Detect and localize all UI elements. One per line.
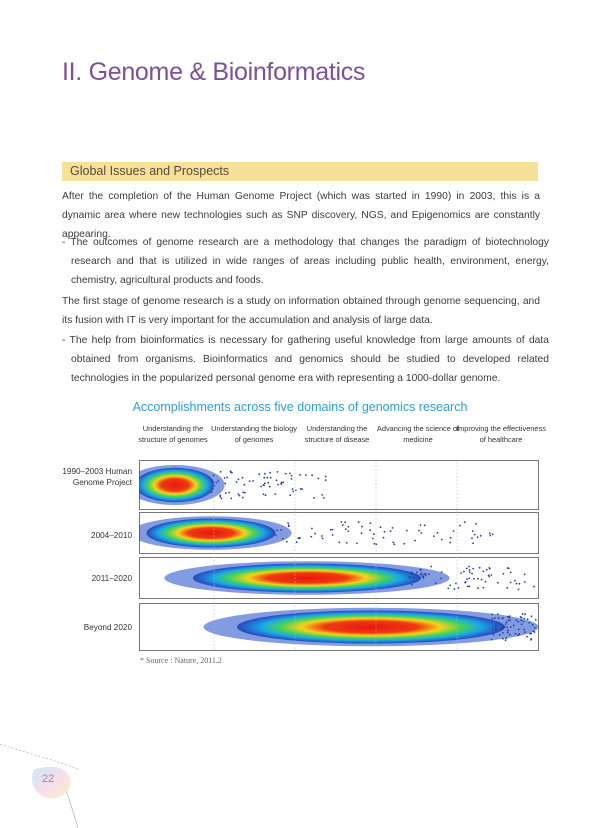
figure-title: Accomplishments across five domains of genomics research	[132, 400, 468, 414]
corner-decoration	[0, 720, 120, 828]
period-label-4: Beyond 2020	[83, 623, 132, 632]
domain-label-2: Understanding the biology of genomes	[211, 424, 297, 444]
domain-label-4: Advancing the science of medicine	[376, 424, 460, 444]
domain-label-5: Improving the effectiveness of healthcare	[456, 424, 546, 444]
paragraph-4-bullet: - The help from bioinformatics is necessary for gathering useful knowledge from large amounts of data obtained from organisms. Bioinformatics and genomics should be studied to developed related technologies in the popularized personal genome era with representing a 1000-dollar genome.	[62, 335, 549, 384]
figure-source: * Source : Nature, 2011.2	[140, 656, 222, 665]
paragraph-2-bullet: - The outcomes of genome research are a methodology that changes the paradigm of biotechnology research and that is utilized in wide ranges of areas including public health, environment, energy, chemistry, agricultural products and foods.	[62, 237, 549, 286]
page-title: II. Genome & Bioinformatics	[62, 58, 366, 86]
domain-label-1: Understanding the structure of genomes	[138, 424, 208, 444]
period-label-2: 2004–2010	[91, 531, 132, 540]
period-label-3: 2011–2020	[91, 574, 132, 583]
period-label-1: 1990–2003 Human Genome Project	[62, 467, 132, 487]
domain-label-3: Understanding the structure of disease	[304, 424, 370, 444]
section-heading: Global Issues and Prospects	[70, 164, 230, 178]
page-number: 22	[42, 773, 55, 785]
paragraph-1: After the completion of the Human Genome Project (which was started in 1990) in 2003, this is a dynamic area where new technologies such as SNP discovery, NGS, and Epigenomics are constantly appearing.	[62, 191, 540, 240]
paragraph-3: The first stage of genome research is a study on information obtained through genome sequencing, and its fusion with IT is very important for the accumulation and analysis of large data.	[62, 296, 540, 326]
